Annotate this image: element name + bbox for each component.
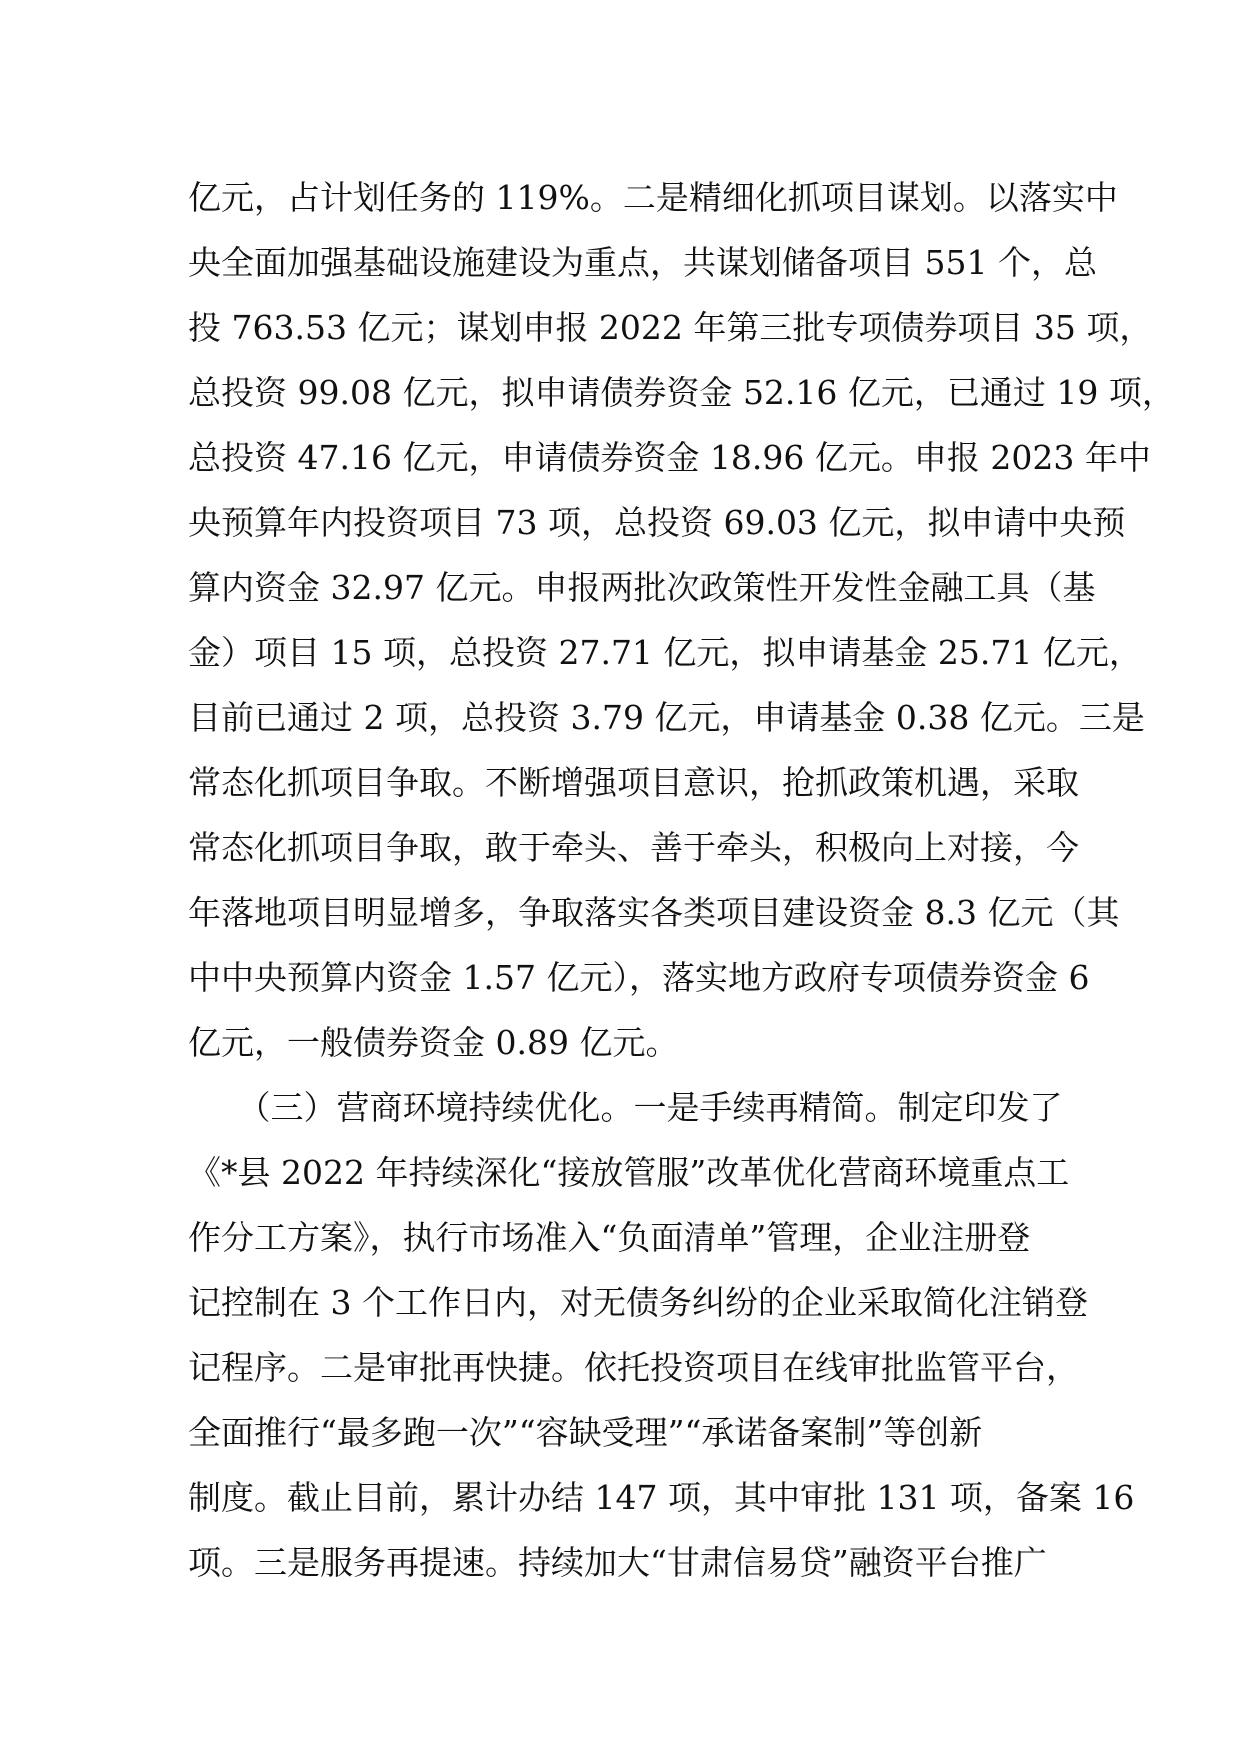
text-line: 作分工方案》，执行市场准入“负面清单”管理，企业注册登 [188, 1218, 1031, 1257]
text-line: 亿元，一般债券资金 0.89 亿元。 [188, 1023, 679, 1062]
text-line: 金）项目 15 项，总投资 27.71 亿元，拟申请基金 25.71 亿元， [188, 633, 1142, 672]
text-line: 投 763.53 亿元；谋划申报 2022 年第三批专项债券项目 35 项， [188, 308, 1153, 347]
text-line: 总投资 47.16 亿元，申请债券资金 18.96 亿元。申报 2023 年中 [188, 438, 1151, 477]
text-line: 总投资 99.08 亿元，拟申请债券资金 52.16 亿元，已通过 19 项， [188, 373, 1175, 412]
body-text [188, 165, 1175, 1595]
text-line: 中中央预算内资金 1.57 亿元），落实地方政府专项债券资金 6 [188, 958, 1090, 997]
text-line: 项。三是服务再提速。持续加大“甘肃信易贷”融资平台推广 [188, 1543, 1047, 1582]
text-line: 目前已通过 2 项，总投资 3.79 亿元，申请基金 0.38 亿元。三是 [188, 698, 1145, 737]
text-line: 《*县 2022 年持续深化“接放管服”改革优化营商环境重点工 [188, 1153, 1070, 1192]
text-line: 央全面加强基础设施建设为重点，共谋划储备项目 551 个，总 [188, 243, 1097, 282]
text-line: 算内资金 32.97 亿元。申报两批次政策性开发性金融工具（基 [188, 568, 1096, 607]
text-line: 制度。截止目前，累计办结 147 项，其中审批 131 项，备案 16 [188, 1478, 1135, 1517]
section-heading-line: （三）营商环境持续优化。一是手续再精简。制定印发了 [188, 1088, 1063, 1127]
text-line: 全面推行“最多跑一次”“容缺受理”“承诺备案制”等创新 [188, 1413, 983, 1452]
text-line: 年落地项目明显增多，争取落实各类项目建设资金 8.3 亿元（其 [188, 893, 1120, 932]
text-line: 记控制在 3 个工作日内，对无债务纠纷的企业采取简化注销登 [188, 1283, 1088, 1322]
text-line: 常态化抓项目争取。不断增强项目意识，抢抓政策机遇，采取 [188, 763, 1079, 802]
text-line: 记程序。二是审批再快捷。依托投资项目在线审批监管平台， [188, 1348, 1079, 1387]
text-line: 亿元，占计划任务的 119%。二是精细化抓项目谋划。以落实中 [188, 178, 1118, 217]
text-line: 常态化抓项目争取，敢于牵头、善于牵头，积极向上对接，今 [188, 828, 1079, 867]
text-line: 央预算年内投资项目 73 项，总投资 69.03 亿元，拟申请中央预 [188, 503, 1126, 542]
